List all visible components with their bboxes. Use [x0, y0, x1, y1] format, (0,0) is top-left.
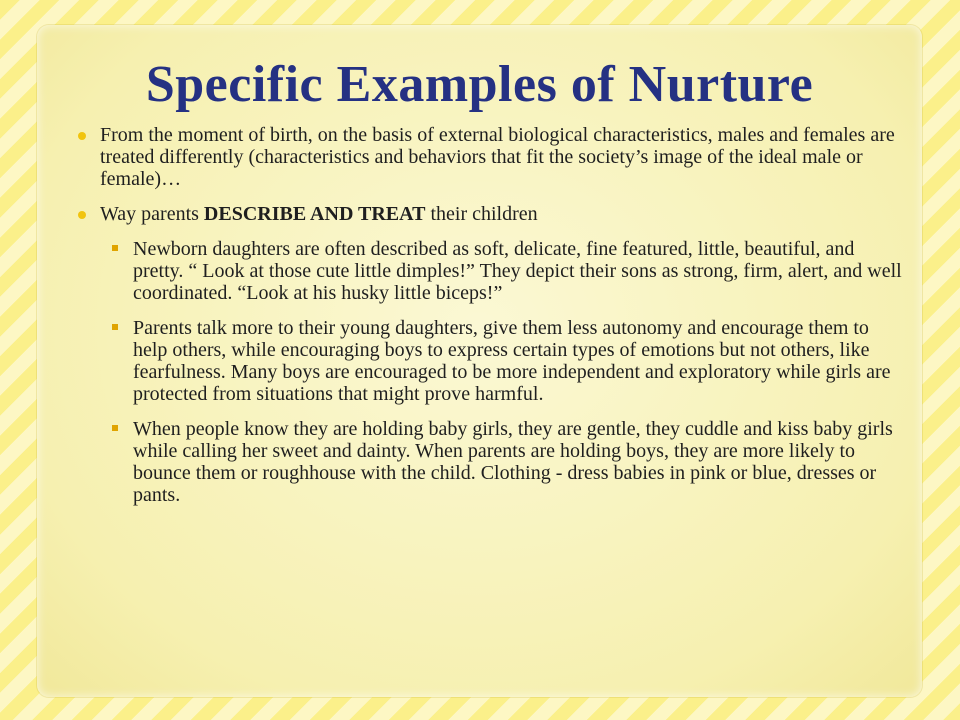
- bullet-item: [100, 203, 910, 225]
- sub-bullet-square-icon: [112, 425, 118, 431]
- sub-bullet-square-icon: [112, 324, 118, 330]
- bullet-dot-icon: [78, 132, 86, 140]
- slide-title: Specific Examples of Nurture: [145, 56, 814, 113]
- sub-bullet-square-icon: [112, 245, 118, 251]
- bullet-text-emphasis: DESCRIBE AND TREAT: [203, 203, 426, 225]
- bullet-item: [100, 124, 910, 190]
- bullet-dot-icon: [78, 211, 86, 219]
- bullet-text-suffix: their children: [425, 203, 538, 225]
- bullet-text: From the moment of birth, on the basis of external biological characteristics, males and females are treated differently (characteristics and behaviors that fit the society’s image of the ideal male or female)…: [100, 124, 895, 190]
- slide-content: [100, 124, 910, 519]
- sub-bullet-text: Newborn daughters are often described as soft, delicate, fine featured, little, beautiful, and pretty. “ Look at those cute little dimples!” They depict their sons as strong, firm, alert, and well coordinated. “Look at his husky little biceps!”: [133, 238, 902, 304]
- sub-bullet-item: [133, 418, 908, 506]
- sub-bullet-text: When people know they are holding baby girls, they are gentle, they cuddle and kiss baby girls while calling her sweet and dainty. When parents are holding boys, they are more likely to bounce them or roughhouse with the child. Clothing - dress babies in pink or blue, dresses or pants.: [133, 418, 893, 506]
- sub-bullet-text: Parents talk more to their young daughters, give them less autonomy and encourage them to help others, while encouraging boys to express certain types of emotions but not others, like fearfulness. Many boys are encouraged to be more independent and exploratory while girls are protected from situations that might prove harmful.: [133, 317, 891, 405]
- bullet-text-prefix: Way parents: [100, 203, 204, 225]
- sub-bullet-item: [133, 317, 908, 405]
- sub-bullet-item: [133, 238, 908, 304]
